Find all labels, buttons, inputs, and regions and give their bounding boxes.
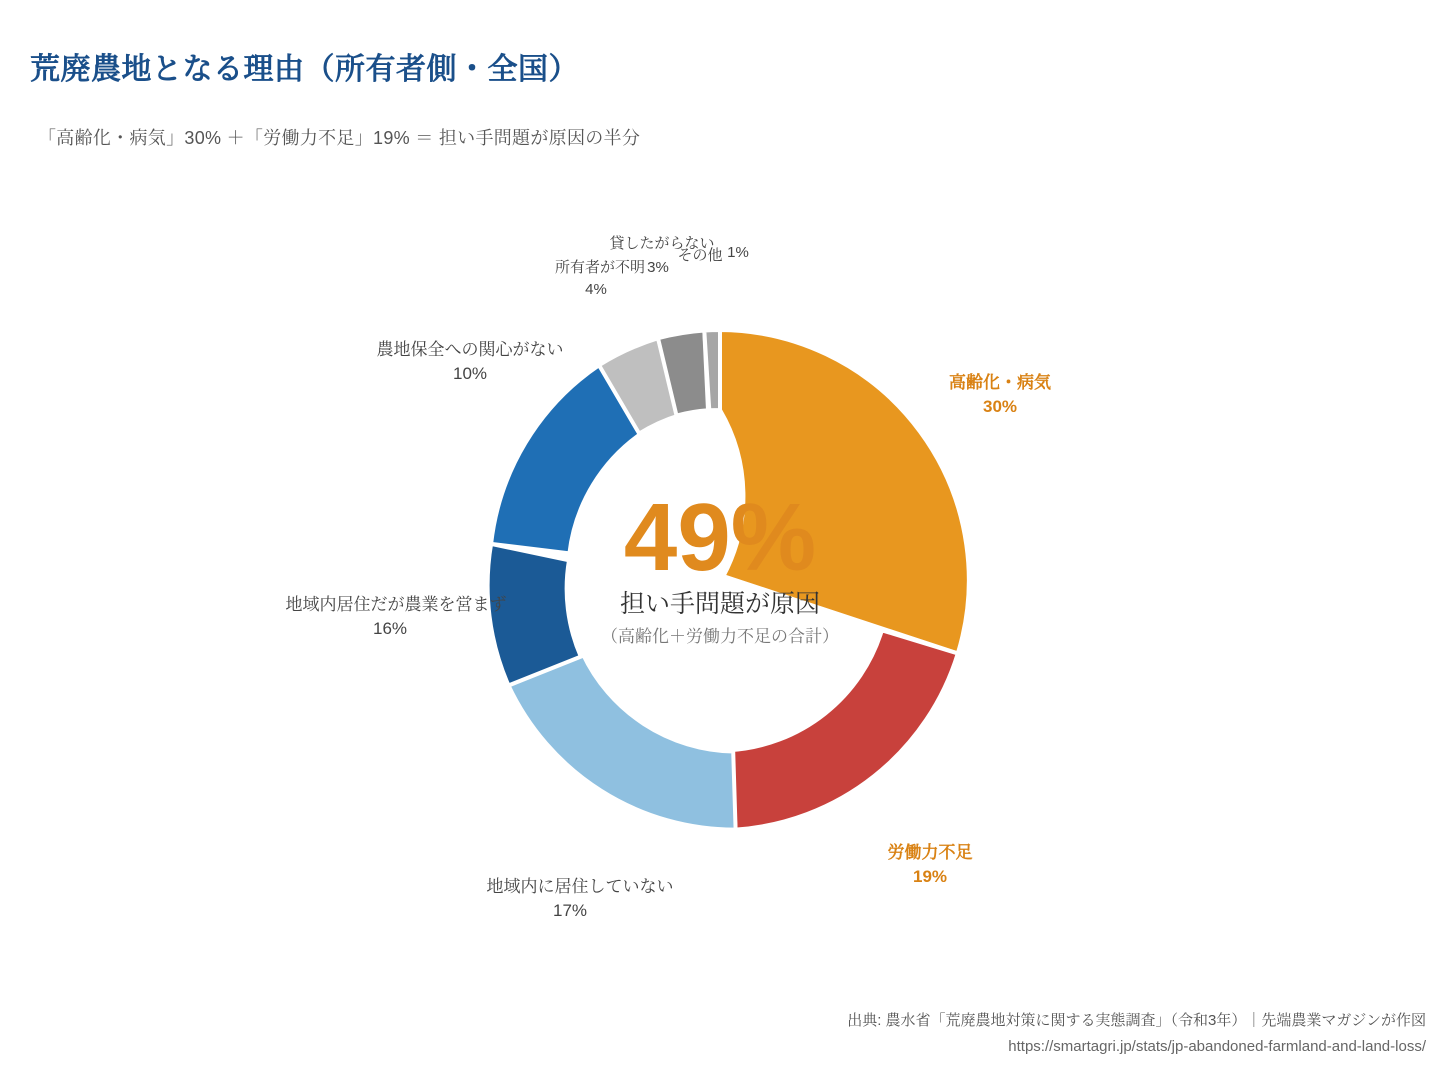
chart-subtitle: 「高齢化・病気」30% ＋「労働力不足」19% ＝ 担い手問題が原因の半分: [38, 128, 641, 148]
label-other-name: その他: [677, 247, 723, 264]
slice-other[interactable]: [704, 330, 720, 410]
page-title: 荒廃農地となる理由（所有者側・全国）: [30, 53, 579, 86]
label-no-interest-value: 10%: [452, 364, 488, 383]
source-block: [847, 1008, 1426, 1059]
label-aging-illness-value: 30%: [982, 397, 1018, 416]
label-labor-shortage-name: 労働力不足: [887, 843, 973, 862]
donut-center-text: [601, 484, 839, 646]
label-residing-not-farming-value: 16%: [372, 619, 408, 638]
slice-not-residing[interactable]: [509, 654, 736, 830]
label-labor-shortage-value: 19%: [912, 867, 948, 886]
label-owner-unknown-value: 4%: [585, 281, 607, 298]
slice-residing-not-farming[interactable]: [488, 544, 581, 686]
label-unwilling-to-lease-value: 3%: [647, 259, 669, 276]
label-not-residing-value: 17%: [552, 901, 588, 920]
source-credit: 出典: 農水省「荒廃農地対策に関する実態調査」（令和3年）｜先端農業マガジンが作図: [847, 1012, 1426, 1029]
label-aging-illness-name: 高齢化・病気: [949, 373, 1051, 392]
label-residing-not-farming-name: 地域内居住だが農業を営まず: [285, 595, 507, 614]
center-note: （高齢化＋労働力不足の合計）: [601, 627, 839, 646]
label-other-value: 1%: [727, 244, 749, 261]
label-not-residing-name: 地域内に居住していない: [486, 877, 674, 896]
donut-chart-svg: [0, 150, 1440, 950]
center-headline: 49%: [623, 484, 817, 591]
slice-labor-shortage[interactable]: [731, 630, 958, 829]
donut-chart: [0, 150, 1440, 950]
label-unwilling-to-lease-name: 貸したがらない: [609, 235, 715, 252]
center-subline: 担い手問題が原因: [619, 590, 821, 618]
source-url: https://smartagri.jp/stats/jp-abandoned-farmland-and-land-loss/: [1008, 1037, 1426, 1055]
label-no-interest-name: 農地保全への関心がない: [376, 340, 564, 359]
label-owner-unknown-name: 所有者が不明: [554, 259, 646, 276]
